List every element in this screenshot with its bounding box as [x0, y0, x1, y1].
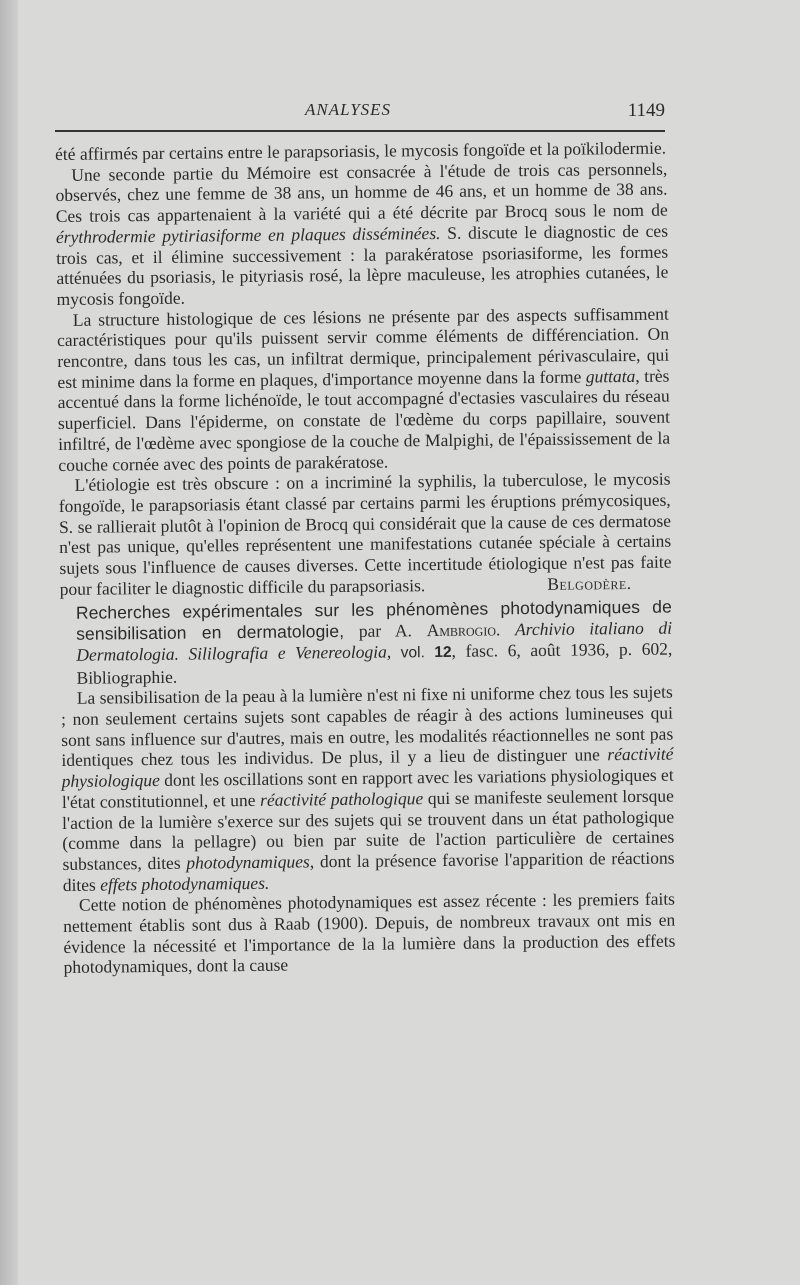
- article-title: Recherches expérimentales sur les phénomènes photodynamiques de sensibilisation en dermatologie,: [75, 597, 672, 644]
- journal-name: Archivio italiano di Dermatologia. Sililografia e Venereologia,: [76, 617, 673, 665]
- page-number: 1149: [627, 100, 665, 121]
- paragraph: La structure histologique de ces lésions ne présente par des aspects suffisamment caractéristiques pour qu'ils puissent servir comme éléments de différenciation. On rencontre, dans tous les cas, un infiltrat dermique, principalement périvasculaire, qui est minime dans la forme en plaques, d'importance moyenne dans la forme guttata, très accentué dans la forme lichénoïde, le tout accompagné d'ectasies vasculaires du réseau superficiel. Dans l'épiderme, on constate de l'œdème du corps papillaire, souvent infiltré, de l'œdème avec spongiose de la couche de Malpighi, de l'épaississement de la couche cornée avec des points de parakératose.: [56, 303, 671, 475]
- page-body: [55, 138, 676, 978]
- paragraph: L'étiologie est très obscure : on a incriminé la syphilis, la tuberculose, le mycosis fongoïde, le parapsoriasis étant classé par certains parmi les éruptions prémycosiques, S. se rallierait plutôt à l'opinion de Brocq qui considérait que la cause de ces dermatose n'est pas unique, qu'elles représentent une manifestations cutanée spéciale à certains sujets sous l'influence de causes diverses. Cette incertitude étiologique n'est pas faite pour faciliter le diagnostic difficile du parapsoriasis. Belgodère.: [58, 468, 672, 599]
- paragraph: Une seconde partie du Mémoire est consacrée à l'étude de trois cas personnels, observés, chez une femme de 38 ans, un homme de 46 ans, et un homme de 38 ans. Ces trois cas appartenaient à la variété qui a été décrite par Brocq sous le nom de érythrodermie pytiriasiforme en plaques disséminées. S. discute le diagnostic de ces trois cas, et il élimine successivement : la parakératose psoriasiforme, les formes atténuées du psoriasis, le pityriasis rosé, la lèpre maculeuse, les atrophies cutanées, le mycosis fongoïde.: [55, 158, 669, 309]
- reviewer-signature: Belgodère.: [547, 572, 632, 594]
- paragraph: Cette notion de phénomènes photodynamiques est assez récente : les premiers faits nettement établis sont dus à Raab (1900). Depuis, de nombreux travaux ont mis en évidence la nécessité et l'importance de la la lumière dans la production des effets photodynamiques, dont la cause: [63, 888, 676, 978]
- article-author: Ambrogio: [426, 619, 497, 641]
- paragraph: La sensibilisation de la peau à la lumière n'est ni fixe ni uniforme chez tous les sujets ; non seulement certains sujets sont capables de réagir à des actions lumineuses qui sont sans influence sur d'autres, mais en outre, les modalités réactionnelles ne sont pas identiques chez tous les individus. De plus, il y a lieu de distinguer une réactivité physiologique dont les oscillations sont en rapport avec les variations physiologiques et l'état constitutionnel, et une réactivité pathologique qui se manifeste seulement lorsque l'action de la lumière s'exerce sur des sujets qui se trouvent dans un état pathologique (comme dans la pellagre) ou bien par suite de l'action particulière de certaines substances, dites photodynamiques, dont la présence favorise l'apparition de réactions dites effets photodynamiques.: [60, 681, 675, 895]
- page-gutter-shadow: [0, 0, 18, 1285]
- article-citation: Recherches expérimentales sur les phénomènes photodynamiques de sensibilisation en dermatologie, par A. Ambrogio. Archivio italiano di Dermatologia. Sililografia e Venereologia, vol. 12, fasc. 6, août 1936, p. 602, Bibliographie.: [75, 597, 673, 688]
- page-header: [55, 100, 665, 124]
- header-rule: [55, 130, 665, 132]
- paragraph: été affirmés par certains entre le parapsoriasis, le mycosis fongoïde et la poïkilodermie.: [55, 137, 667, 164]
- running-title: ANALYSES: [305, 100, 392, 119]
